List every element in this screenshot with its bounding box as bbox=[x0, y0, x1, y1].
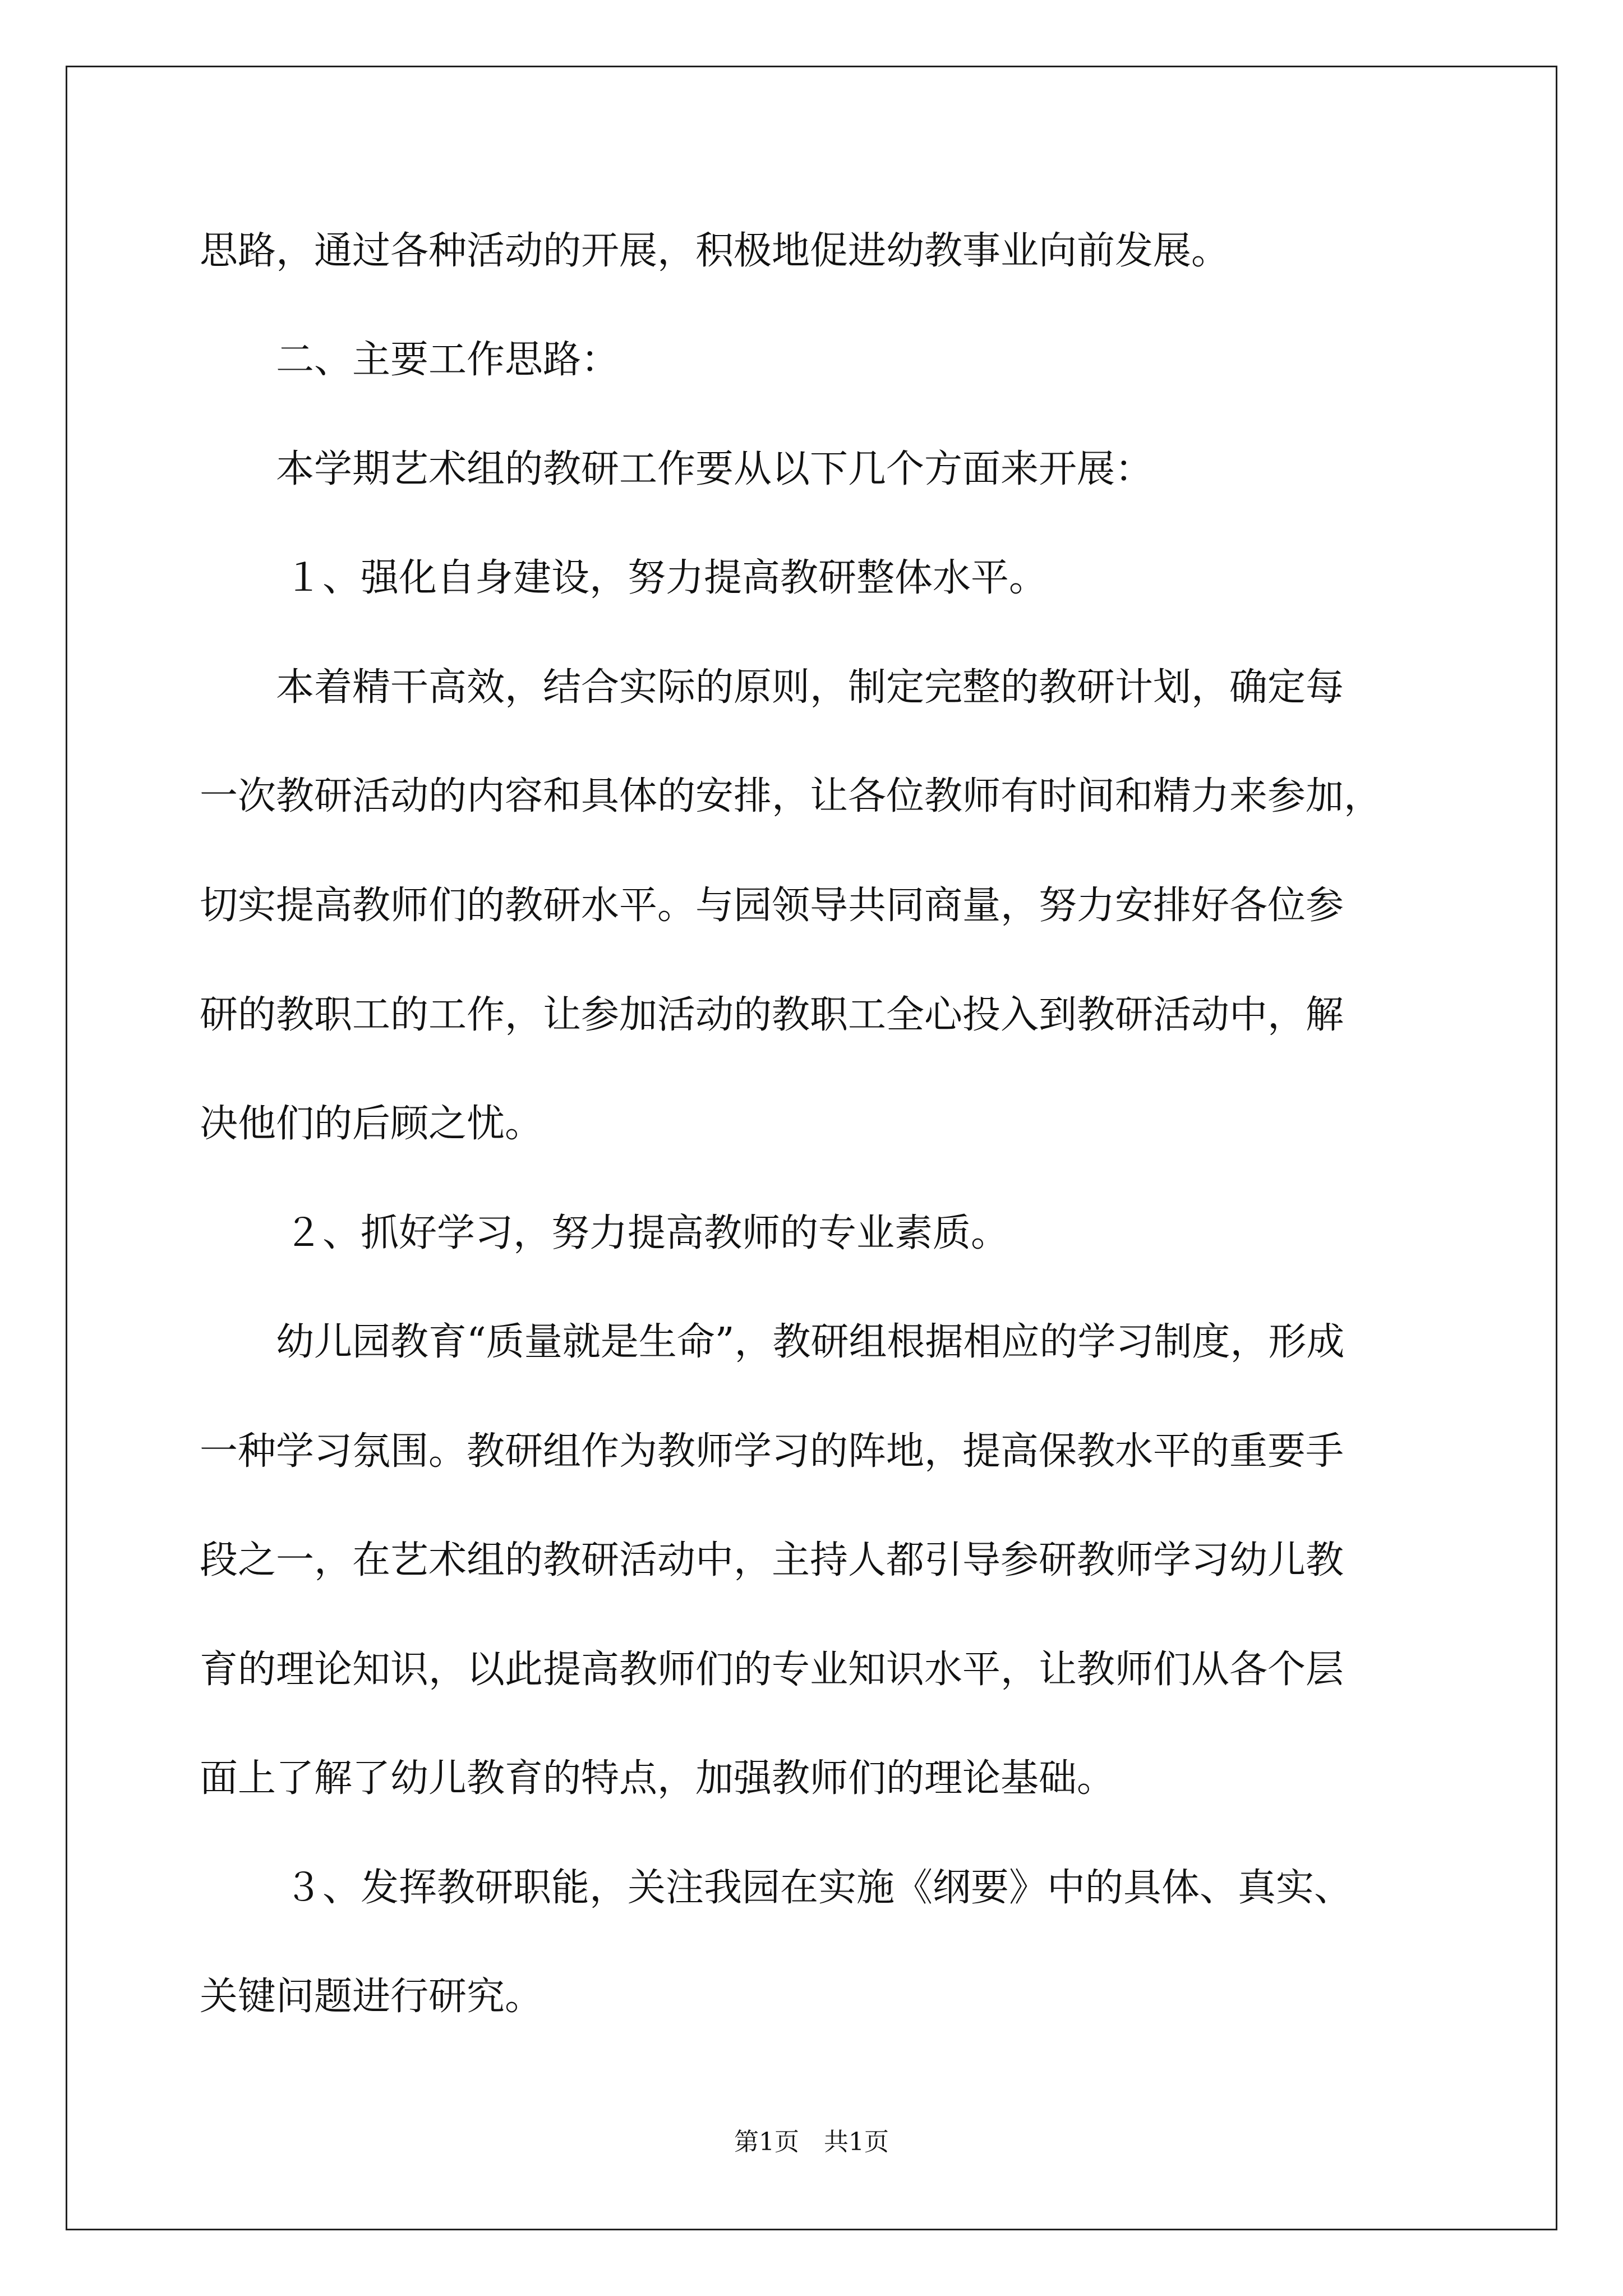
paragraph-line: 一种学习氛围。教研组作为教师学习的阵地，提高保教水平的重要手 bbox=[200, 1429, 1344, 1474]
paragraph-line: 关键问题进行研究。 bbox=[200, 1975, 543, 2019]
paragraph-line: 段之一，在艺术组的教研活动中，主持人都引导参研教师学习幼儿教 bbox=[200, 1538, 1344, 1582]
paragraph-line: 研的教职工的工作，让参加活动的教职工全心投入到教研活动中，解 bbox=[200, 993, 1344, 1037]
paragraph-line: 一次教研活动的内容和具体的安排，让各位教师有时间和精力来参加， bbox=[200, 774, 1382, 818]
paragraph-line: 本学期艺术组的教研工作要从以下几个方面来开展： bbox=[276, 447, 1154, 491]
section-heading: 二、主要工作思路： bbox=[276, 338, 620, 382]
paragraph-line: 本着精干高效，结合实际的原则，制定完整的教研计划，确定每 bbox=[276, 665, 1344, 710]
paragraph-line: 面上了解了幼儿教育的特点，加强教师们的理论基础。 bbox=[200, 1756, 1115, 1801]
paragraph-line: 决他们的后顾之忧。 bbox=[200, 1102, 543, 1146]
paragraph-line: 切实提高教师们的教研水平。与园领导共同商量，努力安排好各位参 bbox=[200, 884, 1344, 928]
numbered-item-heading: ２、抓好学习，努力提高教师的专业素质。 bbox=[284, 1211, 1009, 1255]
paragraph-line: 幼儿园教育“质量就是生命”，教研组根据相应的学习制度，形成 bbox=[276, 1320, 1345, 1364]
paragraph-line: 思路，通过各种活动的开展，积极地促进幼教事业向前发展。 bbox=[200, 229, 1230, 273]
numbered-item-heading: １、强化自身建设，努力提高教研整体水平。 bbox=[284, 556, 1048, 600]
paragraph-line: 育的理论知识，以此提高教师们的专业知识水平，让教师们从各个层 bbox=[200, 1648, 1344, 1692]
page-number-footer: 第1页 共1页 bbox=[734, 2128, 889, 2156]
numbered-item-heading: ３、发挥教研职能，关注我园在实施《纲要》中的具体、真实、 bbox=[284, 1866, 1353, 1910]
